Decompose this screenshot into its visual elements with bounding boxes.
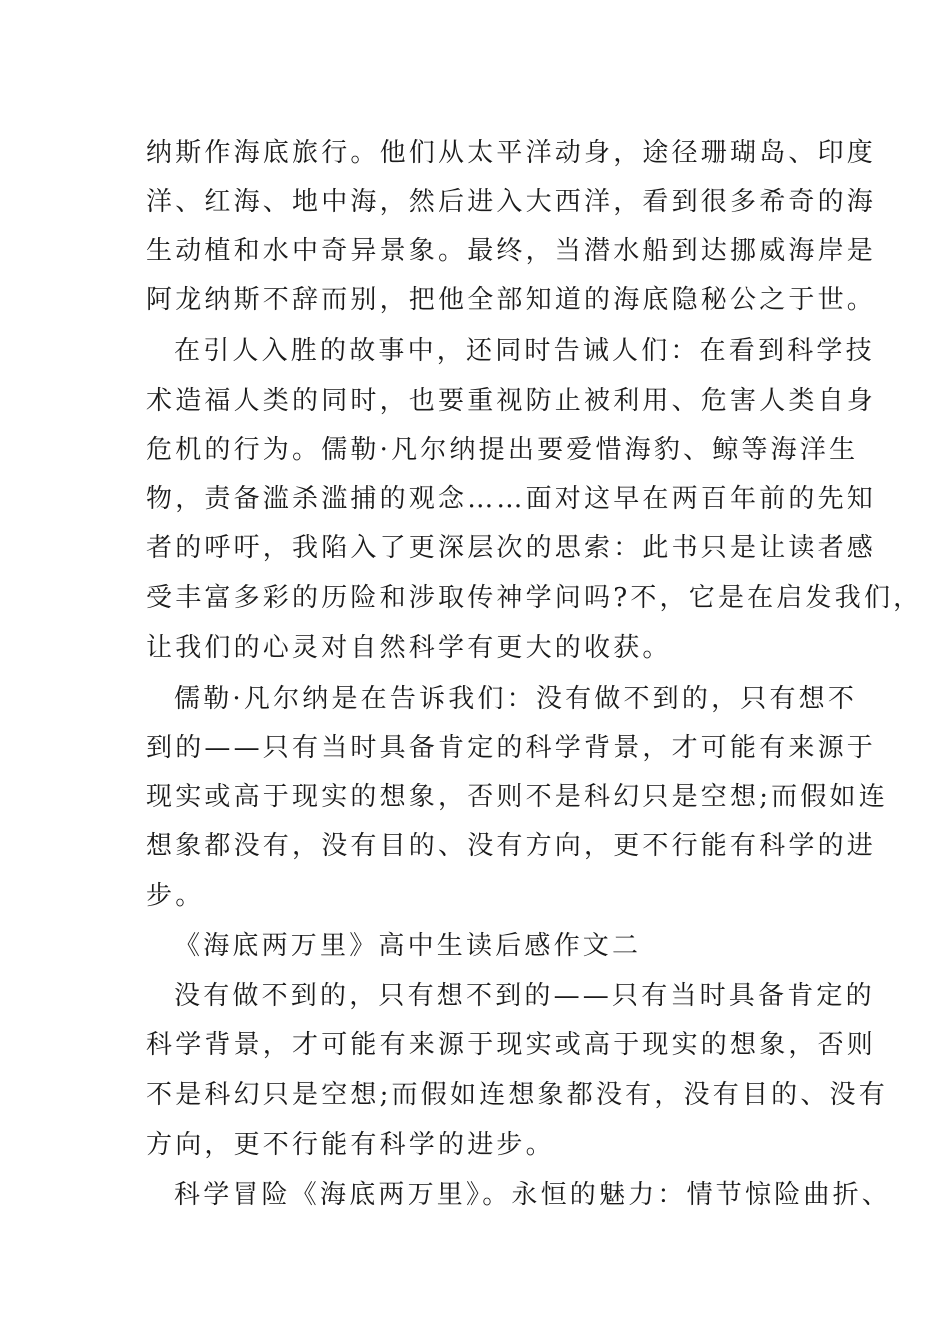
paragraph-first-line: 没有做不到的，只有想不到的——只有当时具备肯定的 — [174, 981, 875, 1011]
text-line: 步。 — [146, 881, 205, 911]
text-line: 者的呼吁，我陷入了更深层次的思索：此书只是让读者感 — [146, 533, 877, 563]
paragraph-first-line: 儒勒·凡尔纳是在告诉我们：没有做不到的，只有想不 — [174, 684, 858, 714]
text-line: 让我们的心灵对自然科学有更大的收获。 — [146, 633, 672, 663]
paragraph-first-line: 在引人入胜的故事中，还同时告诫人们：在看到科学技 — [174, 336, 875, 366]
section-heading: 《海底两万里》高中生读后感作文二 — [174, 931, 642, 961]
text-line: 危机的行为。儒勒·凡尔纳提出要爱惜海豹、鲸等海洋生 — [146, 435, 859, 465]
text-line: 物，责备滥杀滥捕的观念……面对这早在两百年前的先知 — [146, 484, 877, 514]
text-line: 方向，更不行能有科学的进步。 — [146, 1130, 555, 1160]
text-line: 洋、红海、地中海，然后进入大西洋，看到很多希奇的海 — [146, 187, 877, 217]
text-line: 想象都没有，没有目的、没有方向，更不行能有科学的进 — [146, 831, 877, 861]
text-line: 生动植和水中奇异景象。最终，当潜水船到达挪威海岸是 — [146, 236, 877, 266]
text-line: 不是科幻只是空想;而假如连想象都没有，没有目的、没有 — [146, 1080, 888, 1110]
text-line: 术造福人类的同时，也要重视防止被利用、危害人类自身 — [146, 386, 877, 416]
text-line: 科学背景，才可能有来源于现实或高于现实的想象，否则 — [146, 1030, 877, 1060]
text-line: 纳斯作海底旅行。他们从太平洋动身，途径珊瑚岛、印度 — [146, 138, 877, 168]
paragraph-first-line: 科学冒险《海底两万里》。永恒的魅力：情节惊险曲折、 — [174, 1180, 892, 1210]
text-line: 受丰富多彩的历险和涉取传神学问吗?不，它是在启发我们， — [146, 583, 923, 613]
text-line: 到的——只有当时具备肯定的科学背景，才可能有来源于 — [146, 733, 877, 763]
text-line: 现实或高于现实的想象，否则不是科幻只是空想;而假如连 — [146, 782, 888, 812]
text-line: 阿龙纳斯不辞而别，把他全部知道的海底隐秘公之于世。 — [146, 285, 877, 315]
